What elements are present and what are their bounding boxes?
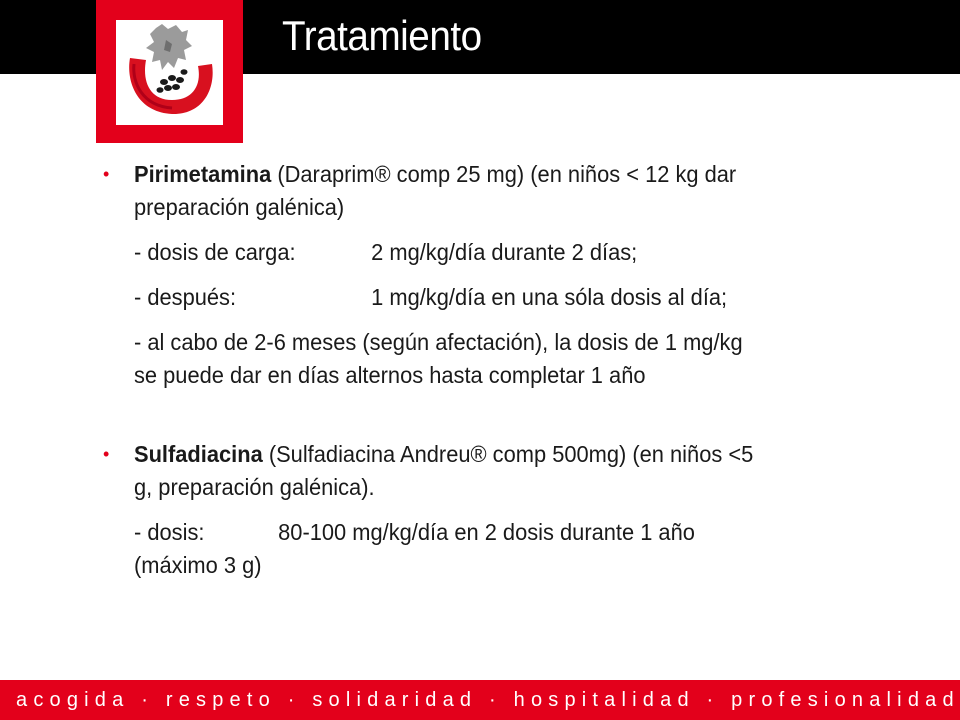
dosage-label: - dosis: [134, 519, 205, 545]
drug-desc-cont: g, preparación galénica). [134, 474, 375, 500]
dosage-value: 1 mg/kg/día en una sóla dosis al día; [371, 284, 728, 310]
dosage-value: 80-100 mg/kg/día en 2 dosis durante 1 año [278, 519, 695, 545]
dosage-value: 2 mg/kg/día durante 2 días; [371, 239, 638, 265]
dosage-label: - dosis de carga: [134, 239, 296, 265]
dosage-block [103, 236, 903, 392]
dosage-row [134, 516, 849, 549]
drug-desc-cont: preparación galénica) [134, 194, 345, 220]
bullet-icon: • [103, 164, 110, 184]
dosage-row [134, 281, 849, 314]
bullet-icon: • [103, 444, 110, 464]
list-item [103, 438, 903, 504]
footer-motto: acogida · respeto · solidaridad · hospitalidad · profesionalidad [16, 689, 960, 711]
hospital-logo-icon [116, 20, 223, 125]
drug-desc: (Daraprim® comp 25 mg) (en niños < 12 kg dar [271, 161, 737, 187]
list-item [103, 158, 903, 224]
logo-frame [96, 0, 243, 143]
dosage-note-cont: se puede dar en días alternos hasta completar 1 año [134, 362, 646, 388]
dosage-row [134, 236, 849, 269]
slide-title: Tratamiento [282, 12, 482, 59]
drug-name: Sulfadiacina [134, 441, 263, 467]
dosage-block [103, 516, 903, 582]
dosage-note: (máximo 3 g) [134, 552, 262, 578]
footer-band [0, 680, 960, 720]
dosage-label: - después: [134, 284, 237, 310]
spacer [103, 392, 903, 438]
dosage-note: - al cabo de 2-6 meses (según afectación), la dosis de 1 mg/kg [134, 329, 743, 355]
item-description [134, 438, 849, 471]
slide-content [103, 158, 903, 582]
item-description [134, 158, 849, 191]
drug-desc: (Sulfadiacina Andreu® comp 500mg) (en niños <5 [262, 441, 754, 467]
drug-name: Pirimetamina [134, 161, 272, 187]
